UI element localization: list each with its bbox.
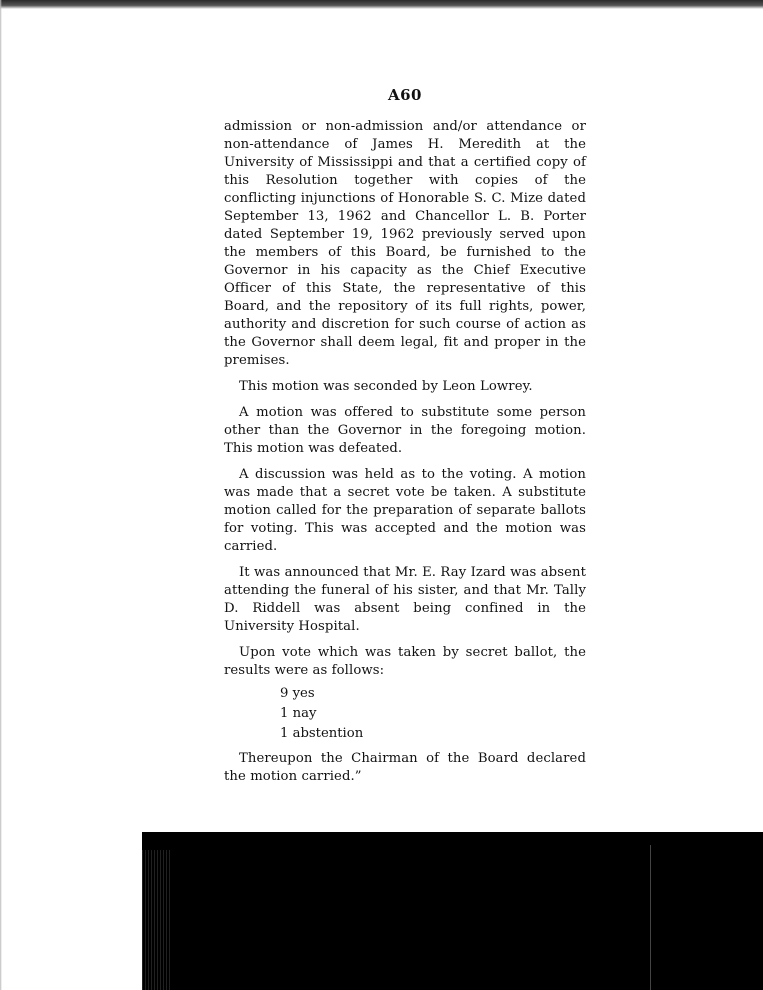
paragraph-absences: It was announced that Mr. E. Ray Izard was absent attending the funeral of his sister, and that Mr. Tally D. Riddell was absent being confined in the University Hospital. <box>224 565 586 634</box>
scan-artifact-line <box>650 845 651 990</box>
scan-black-region <box>142 832 763 990</box>
document-page <box>224 86 586 786</box>
paragraph-vote-intro: Upon vote which was taken by secret ballot, the results were as follows: <box>224 645 586 678</box>
paragraph-seconded: This motion was seconded by Leon Lowrey. <box>239 379 533 394</box>
vote-yes: 9 yes <box>280 686 315 701</box>
paragraph-substitute-motion: A motion was offered to substitute some person other than the Governor in the foregoing motion. This motion was defeated. <box>224 405 586 456</box>
page-number: A60 <box>387 86 422 104</box>
vote-nay: 1 nay <box>280 706 317 721</box>
scan-top-edge <box>0 0 763 9</box>
paragraph-voting-discussion: A discussion was held as to the voting. A motion was made that a secret vote be taken. A substitute motion called for the preparation of separate ballots for voting. This was accepted and the motion was carried. <box>224 467 586 554</box>
vote-abstention: 1 abstention <box>280 726 364 741</box>
scan-noise-strip <box>142 850 170 990</box>
scan-left-edge <box>0 0 2 990</box>
vote-results <box>280 684 586 744</box>
paragraph-resolution: admission or non-admission and/or attendance or non-attendance of James H. Meredith at the University of Mississippi and that a certified copy of this Resolution together with copies of the conflicting injunctions of Honorable S. C. Mize dated September 13, 1962 and Chancellor L. B. Porter dated September 19, 1962 previously served upon the members of this Board, be furnished to the Governor in his capacity as the Chief Executive Officer of this State, the representative of this Board, and the repository of its full rights, power, authority and discretion for such course of action as the Governor shall deem legal, fit and proper in the premises. <box>224 119 586 368</box>
paragraph-closing: Thereupon the Chairman of the Board declared the motion carried.” <box>224 751 586 784</box>
